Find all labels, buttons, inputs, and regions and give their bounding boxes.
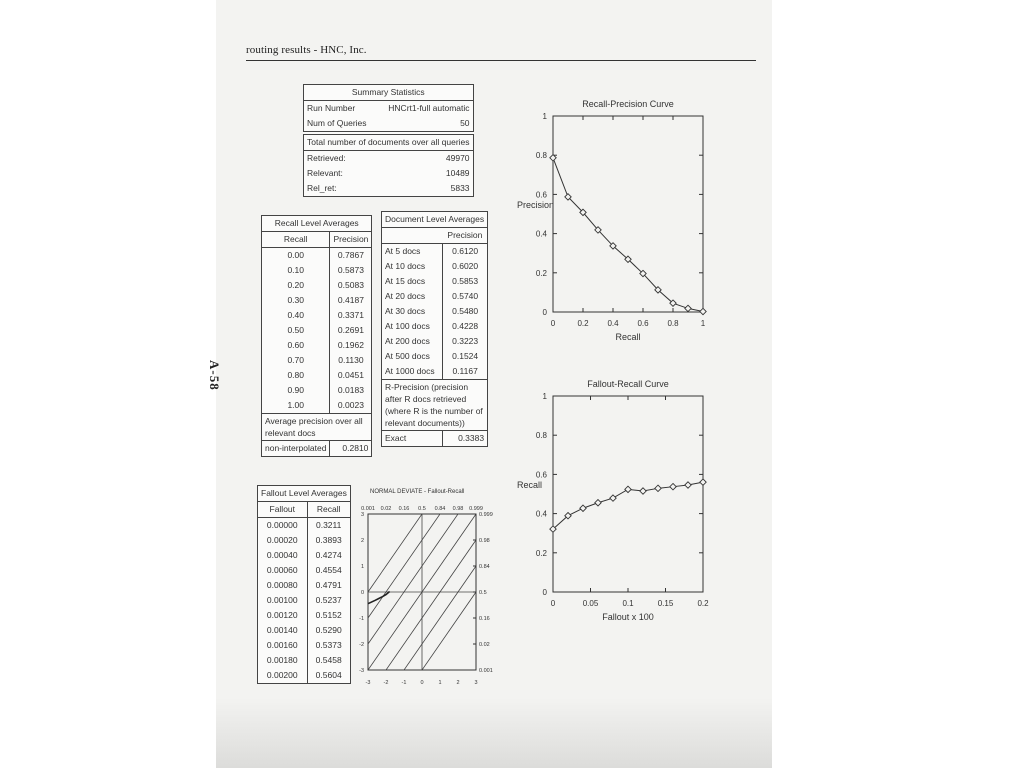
recall-level-cell: 0.20	[262, 278, 330, 293]
noninterp-value: 0.2810	[330, 441, 372, 457]
fallout-recall-cell: 0.5604	[307, 668, 350, 684]
summary-title: Summary Statistics	[304, 85, 474, 101]
total-docs-label: Total number of documents over all queries	[304, 135, 474, 151]
y-tick-label: 0.6	[535, 470, 547, 480]
table-row	[382, 289, 488, 304]
doc-cutoff-cell: At 200 docs	[382, 334, 443, 349]
y-tick-label: 0.2	[535, 548, 547, 558]
fallout-recall-cell: 0.3893	[307, 533, 350, 548]
summary-statistics-table	[303, 84, 474, 197]
y-tick-label: 0.6	[535, 190, 547, 200]
doc-cutoff-cell: At 1000 docs	[382, 364, 443, 380]
data-point	[640, 488, 646, 494]
fallout-value-cell: 0.00060	[258, 563, 308, 578]
y-axis-label: Precision	[517, 200, 555, 210]
num-queries-value: 50	[376, 116, 473, 132]
precision-cell: 0.2691	[330, 323, 372, 338]
fallout-value-cell: 0.00200	[258, 668, 308, 684]
table-row	[382, 259, 488, 274]
data-point	[625, 486, 631, 492]
precision-cell: 0.1962	[330, 338, 372, 353]
x-tick-label: 0	[550, 319, 556, 328]
fallout-table-title: Fallout Level Averages	[258, 486, 351, 502]
doc-precision-cell: 0.5480	[443, 304, 488, 319]
chart-title: NORMAL DEVIATE - Fallout-Recall	[370, 489, 465, 495]
y-tick-label: 0	[542, 308, 547, 317]
fallout-value-cell: 0.00180	[258, 653, 308, 668]
right-tick-label: 0.999	[479, 512, 493, 518]
data-point	[580, 505, 586, 511]
fallout-recall-cell: 0.5290	[307, 623, 350, 638]
data-point	[610, 495, 616, 501]
precision-cell: 0.3371	[330, 308, 372, 323]
num-queries-label: Num of Queries	[304, 116, 377, 132]
recall-level-cell: 0.50	[262, 323, 330, 338]
table-row	[262, 383, 372, 398]
plot-frame	[553, 116, 703, 312]
table-row	[382, 334, 488, 349]
chart-title: Fallout-Recall Curve	[587, 379, 669, 389]
table-row	[258, 623, 351, 638]
noninterp-label: non-interpolated	[262, 441, 330, 457]
fallout-value-cell: 0.00020	[258, 533, 308, 548]
precision-cell: 0.5083	[330, 278, 372, 293]
fallout-recall-cell: 0.5152	[307, 608, 350, 623]
x-tick-label: 0.4	[607, 319, 619, 328]
recall-level-cell: 0.60	[262, 338, 330, 353]
bottom-tick-label: 1	[438, 680, 442, 686]
table-row	[258, 593, 351, 608]
precision-col-header: Precision	[330, 232, 372, 248]
x-tick-label: 0.15	[657, 599, 674, 608]
normal-deviate-chart	[352, 482, 494, 694]
table-row	[382, 244, 488, 260]
table-row	[262, 353, 372, 368]
fallout-recall-col-header: Recall	[307, 502, 350, 518]
fallout-recall-cell: 0.4791	[307, 578, 350, 593]
bottom-tick-label: 2	[456, 680, 460, 686]
left-tick-label: -1	[359, 616, 364, 622]
precision-cell: 0.0451	[330, 368, 372, 383]
header-rule	[246, 60, 756, 61]
table-row	[262, 368, 372, 383]
recall-table-title: Recall Level Averages	[262, 216, 372, 232]
table-row	[258, 578, 351, 593]
x-tick-label: 0	[550, 599, 556, 608]
table-row	[258, 608, 351, 623]
fallout-recall-cell: 0.5458	[307, 653, 350, 668]
left-tick-label: -2	[359, 642, 364, 648]
top-tick-label: 0.02	[380, 506, 392, 512]
top-tick-label: 0.98	[452, 506, 464, 512]
recall-precision-chart	[505, 92, 735, 352]
data-point	[685, 305, 691, 311]
x-tick-label: 0.2	[577, 319, 589, 328]
relevant-value: 10489	[376, 166, 473, 181]
exact-label: Exact	[382, 431, 443, 447]
doc-precision-cell: 0.6120	[443, 244, 488, 260]
y-tick-label: 0	[542, 588, 547, 597]
relret-value: 5833	[376, 181, 473, 197]
precision-cell: 0.0023	[330, 398, 372, 414]
doc-precision-cell: 0.5853	[443, 274, 488, 289]
run-number-value: HNCrt1-full automatic	[376, 101, 473, 117]
table-row	[262, 278, 372, 293]
fallout-recall-chart	[505, 372, 735, 634]
bottom-tick-label: 3	[474, 680, 478, 686]
series-line	[553, 158, 703, 312]
left-tick-label: -3	[359, 668, 364, 674]
x-axis-label: Fallout x 100	[602, 612, 654, 622]
plot-frame	[553, 396, 703, 592]
doc-cutoff-cell: At 100 docs	[382, 319, 443, 334]
right-tick-label: 0.5	[479, 590, 487, 596]
retrieved-value: 49970	[376, 151, 473, 167]
fallout-value-cell: 0.00000	[258, 518, 308, 534]
x-tick-label: 0.1	[622, 599, 634, 608]
recall-level-averages-table	[261, 215, 372, 457]
bottom-tick-label: -2	[383, 680, 389, 686]
fallout-value-cell: 0.00080	[258, 578, 308, 593]
fallout-col-header: Fallout	[258, 502, 308, 518]
right-tick-label: 0.84	[479, 564, 490, 570]
recall-col-header: Recall	[262, 232, 330, 248]
right-tick-label: 0.001	[479, 668, 493, 674]
recall-level-cell: 1.00	[262, 398, 330, 414]
recall-level-cell: 0.30	[262, 293, 330, 308]
y-tick-label: 0.2	[535, 268, 547, 278]
data-point	[655, 485, 661, 491]
precision-cell: 0.1130	[330, 353, 372, 368]
table-row	[262, 323, 372, 338]
relevant-label: Relevant:	[304, 166, 377, 181]
table-row	[382, 349, 488, 364]
fallout-recall-cell: 0.5237	[307, 593, 350, 608]
fallout-value-cell: 0.00100	[258, 593, 308, 608]
x-tick-label: 0.8	[667, 319, 679, 328]
y-tick-label: 0.8	[535, 431, 547, 441]
top-tick-label: 0.001	[361, 506, 375, 512]
right-tick-label: 0.98	[479, 538, 490, 544]
x-tick-label: 1	[700, 319, 706, 328]
doc-precision-cell: 0.1167	[443, 364, 488, 380]
left-tick-label: 0	[360, 590, 364, 596]
precision-cell: 0.0183	[330, 383, 372, 398]
doc-precision-cell: 0.3223	[443, 334, 488, 349]
retrieved-label: Retrieved:	[304, 151, 377, 167]
y-tick-label: 1	[542, 112, 547, 121]
recall-level-cell: 0.40	[262, 308, 330, 323]
left-tick-label: 2	[360, 538, 364, 544]
relret-label: Rel_ret:	[304, 181, 377, 197]
table-row	[258, 668, 351, 684]
doc-precision-col-header: Precision	[443, 228, 488, 244]
top-tick-label: 0.16	[398, 506, 410, 512]
left-tick-label: 3	[360, 512, 364, 518]
doc-precision-cell: 0.5740	[443, 289, 488, 304]
x-axis-label: Recall	[615, 332, 641, 342]
right-tick-label: 0.16	[479, 616, 490, 622]
data-point	[595, 500, 601, 506]
fallout-value-cell: 0.00140	[258, 623, 308, 638]
fallout-recall-cell: 0.5373	[307, 638, 350, 653]
fallout-value-cell: 0.00040	[258, 548, 308, 563]
table-row	[262, 308, 372, 323]
table-row	[382, 319, 488, 334]
table-row	[262, 293, 372, 308]
top-tick-label: 0.5	[418, 506, 426, 512]
left-tick-label: 1	[360, 564, 364, 570]
bottom-tick-label: -1	[401, 680, 407, 686]
table-row	[258, 563, 351, 578]
data-point	[670, 483, 676, 489]
recall-level-cell: 0.80	[262, 368, 330, 383]
exact-value: 0.3383	[443, 431, 488, 447]
data-point	[700, 479, 706, 485]
top-tick-label: 0.999	[469, 506, 483, 512]
doc-cutoff-cell: At 20 docs	[382, 289, 443, 304]
top-tick-label: 0.84	[434, 506, 446, 512]
table-row	[262, 248, 372, 264]
precision-cell: 0.5873	[330, 263, 372, 278]
table-row	[382, 304, 488, 319]
data-point	[685, 482, 691, 488]
precision-cell: 0.7867	[330, 248, 372, 264]
doc-precision-cell: 0.6020	[443, 259, 488, 274]
y-axis-label: Recall	[517, 480, 543, 490]
precision-cell: 0.4187	[330, 293, 372, 308]
avg-precision-label: Average precision over all relevant docs	[262, 414, 372, 441]
table-row	[262, 398, 372, 414]
table-row	[258, 638, 351, 653]
fallout-recall-cell: 0.4274	[307, 548, 350, 563]
chart-title: Recall-Precision Curve	[582, 99, 674, 109]
table-row	[258, 518, 351, 534]
bottom-tick-label: 0	[420, 680, 424, 686]
right-tick-label: 0.02	[479, 642, 490, 648]
doc-precision-cell: 0.1524	[443, 349, 488, 364]
table-row	[382, 274, 488, 289]
recall-level-cell: 0.70	[262, 353, 330, 368]
doc-table-title: Document Level Averages	[382, 212, 488, 228]
x-tick-label: 0.6	[637, 319, 649, 328]
recall-level-cell: 0.10	[262, 263, 330, 278]
doc-cutoff-cell: At 500 docs	[382, 349, 443, 364]
table-row	[258, 653, 351, 668]
fallout-recall-cell: 0.4554	[307, 563, 350, 578]
recall-level-cell: 0.90	[262, 383, 330, 398]
running-head: routing results - HNC, Inc.	[246, 44, 367, 56]
y-tick-label: 0.8	[535, 151, 547, 161]
y-tick-label: 1	[542, 392, 547, 401]
table-row	[262, 338, 372, 353]
data-point	[700, 308, 706, 314]
table-row	[382, 364, 488, 380]
table-row	[262, 263, 372, 278]
doc-cutoff-cell: At 10 docs	[382, 259, 443, 274]
bottom-tick-label: -3	[365, 680, 371, 686]
y-tick-label: 0.4	[535, 229, 547, 239]
y-tick-label: 0.4	[535, 509, 547, 519]
document-level-averages-table	[381, 211, 488, 447]
doc-cutoff-cell: At 5 docs	[382, 244, 443, 260]
table-row	[258, 533, 351, 548]
doc-precision-cell: 0.4228	[443, 319, 488, 334]
page-number: A-58	[207, 360, 222, 391]
rprecision-label: R-Precision (precision after R docs retrieved (where R is the number of relevant documents))	[382, 380, 488, 431]
fallout-recall-cell: 0.3211	[307, 518, 350, 534]
run-number-label: Run Number	[304, 101, 377, 117]
table-row	[258, 548, 351, 563]
doc-cutoff-cell: At 30 docs	[382, 304, 443, 319]
fallout-value-cell: 0.00160	[258, 638, 308, 653]
fallout-value-cell: 0.00120	[258, 608, 308, 623]
x-tick-label: 0.05	[582, 599, 599, 608]
doc-cutoff-cell: At 15 docs	[382, 274, 443, 289]
x-tick-label: 0.2	[697, 599, 709, 608]
recall-level-cell: 0.00	[262, 248, 330, 264]
fallout-level-averages-table	[257, 485, 351, 684]
